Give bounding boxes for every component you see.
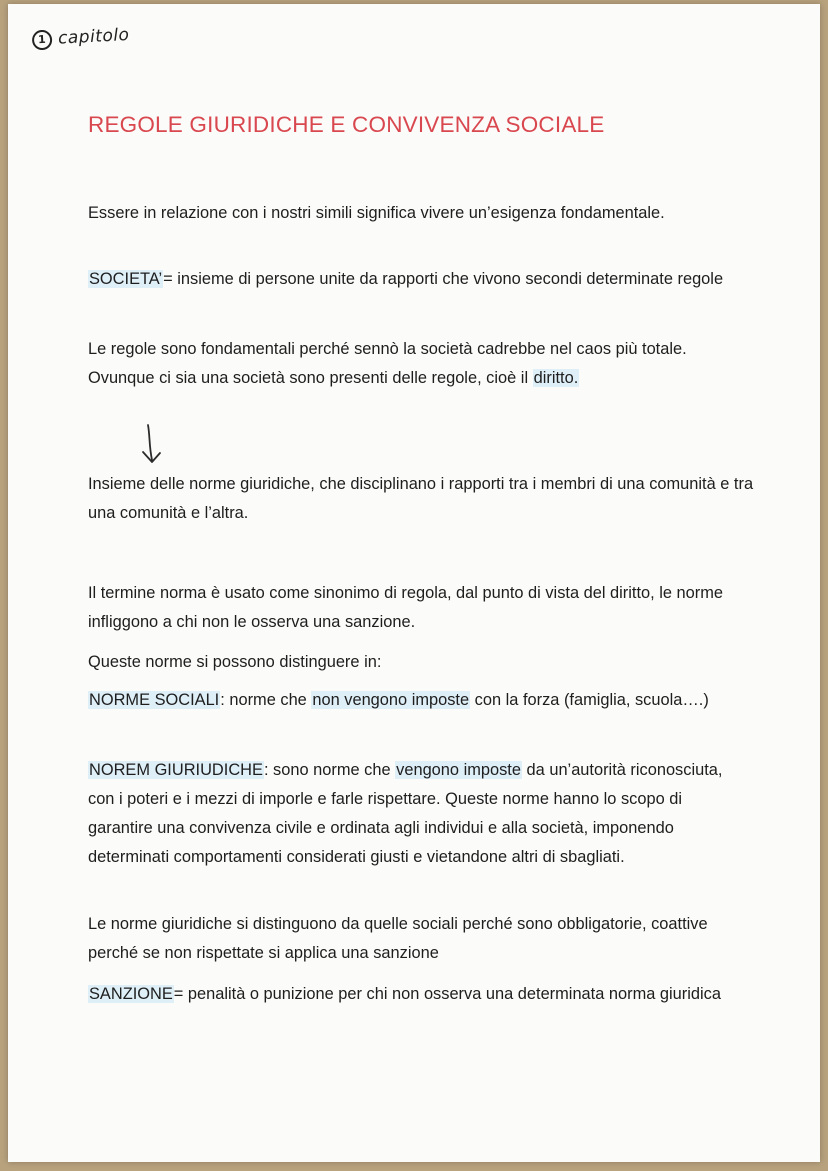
norme-giuridiche-highlight: vengono imposte: [396, 761, 521, 779]
norme-giuridiche-text-b: da un’autorità riconosciuta, con i poteri e i mezzi di imporle e farle rispettare. Queste norme hanno lo scopo di garantire una convivenza civile e ordinata agli individui e alla società, imponendo determinati comportamenti considerati giusti e vietandone altri di sbagliati.: [88, 761, 723, 866]
norme-sociali-text-b: con la forza (famiglia, scuola….): [470, 691, 709, 709]
norme-sociali-highlight: non vengono imposte: [312, 691, 470, 709]
chapter-word: capitolo: [57, 24, 130, 49]
norme-sociali-text-a: : norme che: [220, 691, 312, 709]
down-arrow-icon: [136, 422, 166, 472]
diritto-definition: Insieme delle norme giuridiche, che disciplinano i rapporti tra i membri di una comunità e tra una comunità e l’altra.: [88, 475, 754, 522]
chapter-number: 1: [32, 29, 53, 50]
societa-term: SOCIETA’: [89, 270, 163, 288]
norme-sociali-term: NORME SOCIALI: [89, 691, 220, 709]
intro-paragraph: Essere in relazione con i nostri simili significa vivere un’esigenza fondamentale.: [88, 204, 665, 222]
norme-intro: Queste norme si possono distinguere in:: [88, 653, 382, 671]
sanzione-definition: [88, 980, 748, 1009]
page-title: REGOLE GIURIDICHE E CONVIVENZA SOCIALE: [88, 112, 605, 137]
societa-text: = insieme di persone unite da rapporti che vivono secondi determinate regole: [163, 270, 724, 288]
norme-giuridiche-text-a: : sono norme che: [263, 761, 396, 779]
norma-paragraph: Il termine norma è usato come sinonimo di regola, dal punto di vista del diritto, le norme infliggono a chi non le osserva una sanzione.: [88, 584, 724, 631]
norme-giuridiche-definition: [88, 756, 748, 872]
chapter-label: [31, 23, 129, 50]
rules-paragraph: [88, 335, 748, 393]
norme-giuridiche-term: NOREM GIURIUDICHE: [89, 761, 263, 779]
sanzione-text: = penalità o punizione per chi non osserva una determinata norma giuridica: [173, 985, 721, 1003]
societa-definition: [88, 265, 748, 294]
distinction-paragraph: Le norme giuridiche si distinguono da quelle sociali perché sono obbligatorie, coattive perché se non rispettate si applica una sanzione: [88, 915, 708, 962]
norme-sociali-definition: [88, 686, 748, 715]
diritto-term: diritto.: [533, 369, 579, 387]
sanzione-term: SANZIONE: [89, 985, 173, 1003]
rules-text: Le regole sono fondamentali perché sennò la società cadrebbe nel caos più totale. Ovunque ci sia una società sono presenti delle regole, cioè il: [88, 340, 687, 387]
notebook-page: [8, 4, 820, 1162]
